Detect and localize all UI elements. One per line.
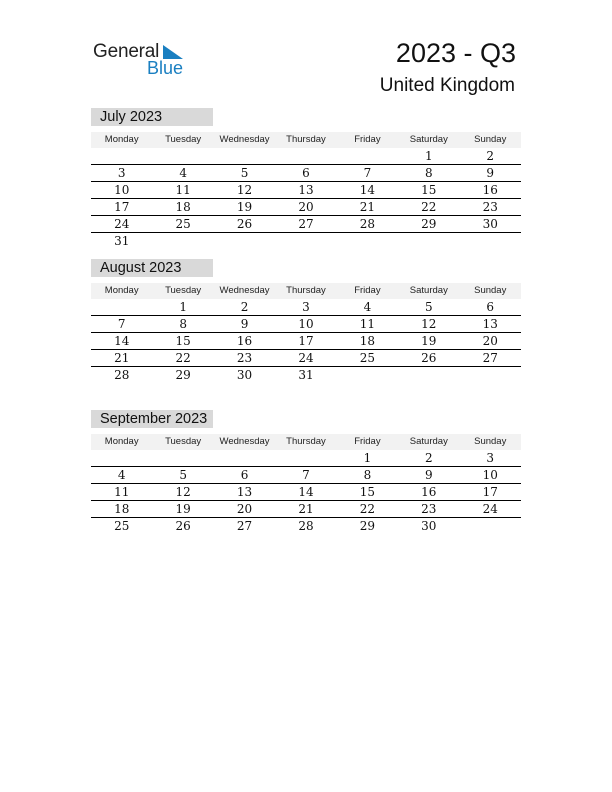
weekday-label: Friday <box>354 285 381 296</box>
day-cell: 19 <box>421 334 437 348</box>
day-cell <box>337 233 398 249</box>
day-cell: 18 <box>359 334 376 348</box>
day-cell: 15 <box>359 485 376 499</box>
day-cell <box>91 148 152 164</box>
day-cell <box>275 148 336 164</box>
month-title: September 2023 <box>91 410 213 428</box>
day-cell: 1 <box>363 451 372 465</box>
day-cell: 18 <box>114 502 130 516</box>
weekday-label: Thursday <box>286 134 326 145</box>
week-row <box>91 501 521 518</box>
day-cell <box>275 233 336 249</box>
weekday-header-row <box>91 132 521 148</box>
day-cell: 29 <box>421 217 437 231</box>
week-row <box>91 333 521 350</box>
day-cell: 21 <box>298 502 314 516</box>
month-block-august <box>91 259 521 383</box>
day-cell: 2 <box>240 300 249 314</box>
weekday-label: Thursday <box>286 436 326 447</box>
day-cell: 26 <box>236 217 253 231</box>
week-row <box>91 367 521 383</box>
day-cell: 17 <box>298 334 314 348</box>
day-cell: 6 <box>486 300 495 314</box>
day-cell: 28 <box>359 217 376 231</box>
day-cell <box>152 148 213 164</box>
day-cell: 14 <box>359 183 376 197</box>
day-cell <box>152 450 213 466</box>
day-cell: 24 <box>298 351 314 365</box>
day-cell: 4 <box>117 468 126 482</box>
weekday-header-row <box>91 283 521 299</box>
day-cell: 31 <box>298 368 314 382</box>
day-cell: 14 <box>114 334 130 348</box>
weekday-label: Monday <box>104 436 139 447</box>
day-cell: 8 <box>363 468 372 482</box>
weekday-label: Monday <box>104 134 139 145</box>
weekday-label: Sunday <box>474 134 507 145</box>
week-row <box>91 467 521 484</box>
day-cell: 4 <box>363 300 372 314</box>
day-cell: 7 <box>363 166 372 180</box>
day-cell: 27 <box>298 217 314 231</box>
month-block-july <box>91 108 521 249</box>
day-cell: 22 <box>421 200 437 214</box>
day-cell: 16 <box>236 334 253 348</box>
weekday-header-row <box>91 434 521 450</box>
day-cell: 12 <box>236 183 253 197</box>
day-cell: 22 <box>175 351 191 365</box>
day-cell: 8 <box>425 166 433 180</box>
day-cell: 16 <box>482 183 498 197</box>
logo-general-text: General <box>93 41 160 62</box>
day-cell: 17 <box>482 485 498 499</box>
day-cell: 10 <box>114 183 130 197</box>
day-cell <box>214 233 275 249</box>
day-cell <box>152 233 213 249</box>
week-row <box>91 216 521 233</box>
day-cell <box>214 148 275 164</box>
weekday-label: Saturday <box>409 134 448 145</box>
day-cell: 3 <box>117 166 126 180</box>
day-cell: 20 <box>236 502 253 516</box>
weekday-label: Sunday <box>474 285 507 296</box>
weekday-label: Wednesday <box>219 436 270 447</box>
weekday-label: Friday <box>354 436 381 447</box>
day-cell: 30 <box>482 217 498 231</box>
day-cell <box>214 450 275 466</box>
day-cell: 31 <box>114 234 130 248</box>
day-cell: 25 <box>114 519 130 533</box>
weekday-label: Monday <box>104 285 139 296</box>
day-cell: 13 <box>236 485 253 499</box>
day-cell: 7 <box>302 468 310 482</box>
weekday-label: Tuesday <box>165 436 202 447</box>
day-cell: 25 <box>359 351 376 365</box>
day-cell <box>398 233 459 249</box>
day-cell: 20 <box>298 200 314 214</box>
week-row <box>91 165 521 182</box>
day-cell <box>460 518 521 534</box>
day-cell: 5 <box>240 166 249 180</box>
day-cell: 18 <box>175 200 191 214</box>
day-cell: 14 <box>298 485 314 499</box>
day-cell <box>275 450 336 466</box>
day-cell: 19 <box>236 200 253 214</box>
day-cell: 28 <box>298 519 314 533</box>
month-block-september <box>91 410 521 534</box>
page-title: 2023 - Q3 <box>395 38 516 68</box>
day-cell: 20 <box>482 334 498 348</box>
day-cell <box>398 367 459 383</box>
week-row <box>91 233 521 249</box>
day-cell: 13 <box>298 183 314 197</box>
day-cell <box>337 148 398 164</box>
day-cell: 9 <box>425 468 433 482</box>
day-cell <box>460 367 521 383</box>
day-cell <box>91 299 152 315</box>
day-cell: 24 <box>482 502 498 516</box>
day-cell: 10 <box>482 468 498 482</box>
generalblue-logo <box>93 41 193 81</box>
day-cell <box>460 233 521 249</box>
day-cell: 28 <box>114 368 130 382</box>
day-cell: 19 <box>175 502 191 516</box>
day-cell: 6 <box>302 166 310 180</box>
day-cell: 9 <box>240 317 249 331</box>
weekday-label: Wednesday <box>219 285 270 296</box>
day-cell: 12 <box>175 485 191 499</box>
day-cell: 30 <box>421 519 437 533</box>
day-cell: 25 <box>175 217 191 231</box>
day-cell: 2 <box>425 451 433 465</box>
day-cell: 23 <box>482 200 498 214</box>
day-cell: 9 <box>486 166 495 180</box>
day-cell: 11 <box>359 317 376 331</box>
day-cell: 21 <box>114 351 130 365</box>
logo-blue-text: Blue <box>147 58 184 78</box>
day-cell: 5 <box>425 300 433 314</box>
day-cell: 27 <box>482 351 498 365</box>
week-row <box>91 450 521 467</box>
day-cell: 30 <box>236 368 253 382</box>
day-cell: 23 <box>421 502 437 516</box>
weekday-label: Wednesday <box>219 134 270 145</box>
week-row <box>91 518 521 534</box>
week-row <box>91 299 521 316</box>
day-cell: 13 <box>482 317 498 331</box>
weekday-label: Saturday <box>409 436 448 447</box>
day-cell: 24 <box>114 217 130 231</box>
day-cell: 22 <box>359 502 376 516</box>
weekday-label: Sunday <box>474 436 507 447</box>
day-cell: 27 <box>236 519 253 533</box>
day-cell: 2 <box>486 149 495 163</box>
day-cell <box>91 450 152 466</box>
day-cell <box>337 367 398 383</box>
day-cell: 3 <box>302 300 310 314</box>
day-cell: 11 <box>175 183 191 197</box>
day-cell: 29 <box>175 368 191 382</box>
day-cell: 7 <box>117 317 126 331</box>
weekday-label: Tuesday <box>165 134 202 145</box>
day-cell: 26 <box>421 351 437 365</box>
day-cell: 12 <box>421 317 437 331</box>
day-cell: 23 <box>236 351 253 365</box>
weekday-label: Tuesday <box>165 285 202 296</box>
day-cell: 11 <box>114 485 130 499</box>
day-cell: 10 <box>298 317 314 331</box>
week-row <box>91 182 521 199</box>
week-row <box>91 148 521 165</box>
day-cell: 4 <box>179 166 187 180</box>
day-cell: 6 <box>240 468 249 482</box>
day-cell: 8 <box>179 317 187 331</box>
day-cell: 26 <box>175 519 191 533</box>
day-cell: 5 <box>179 468 187 482</box>
week-row <box>91 350 521 367</box>
week-row <box>91 316 521 333</box>
country-subtitle: United Kingdom <box>379 75 515 96</box>
weekday-label: Saturday <box>409 285 448 296</box>
month-title: July 2023 <box>91 108 213 126</box>
day-cell: 29 <box>359 519 376 533</box>
week-row <box>91 484 521 501</box>
day-cell: 16 <box>421 485 437 499</box>
day-cell: 15 <box>421 183 437 197</box>
day-cell: 17 <box>114 200 130 214</box>
day-cell: 15 <box>175 334 191 348</box>
day-cell: 3 <box>486 451 495 465</box>
day-cell: 1 <box>425 149 433 163</box>
weekday-label: Thursday <box>286 285 326 296</box>
month-title: August 2023 <box>91 259 213 277</box>
day-cell: 21 <box>359 200 376 214</box>
week-row <box>91 199 521 216</box>
weekday-label: Friday <box>354 134 381 145</box>
day-cell: 1 <box>179 300 187 314</box>
